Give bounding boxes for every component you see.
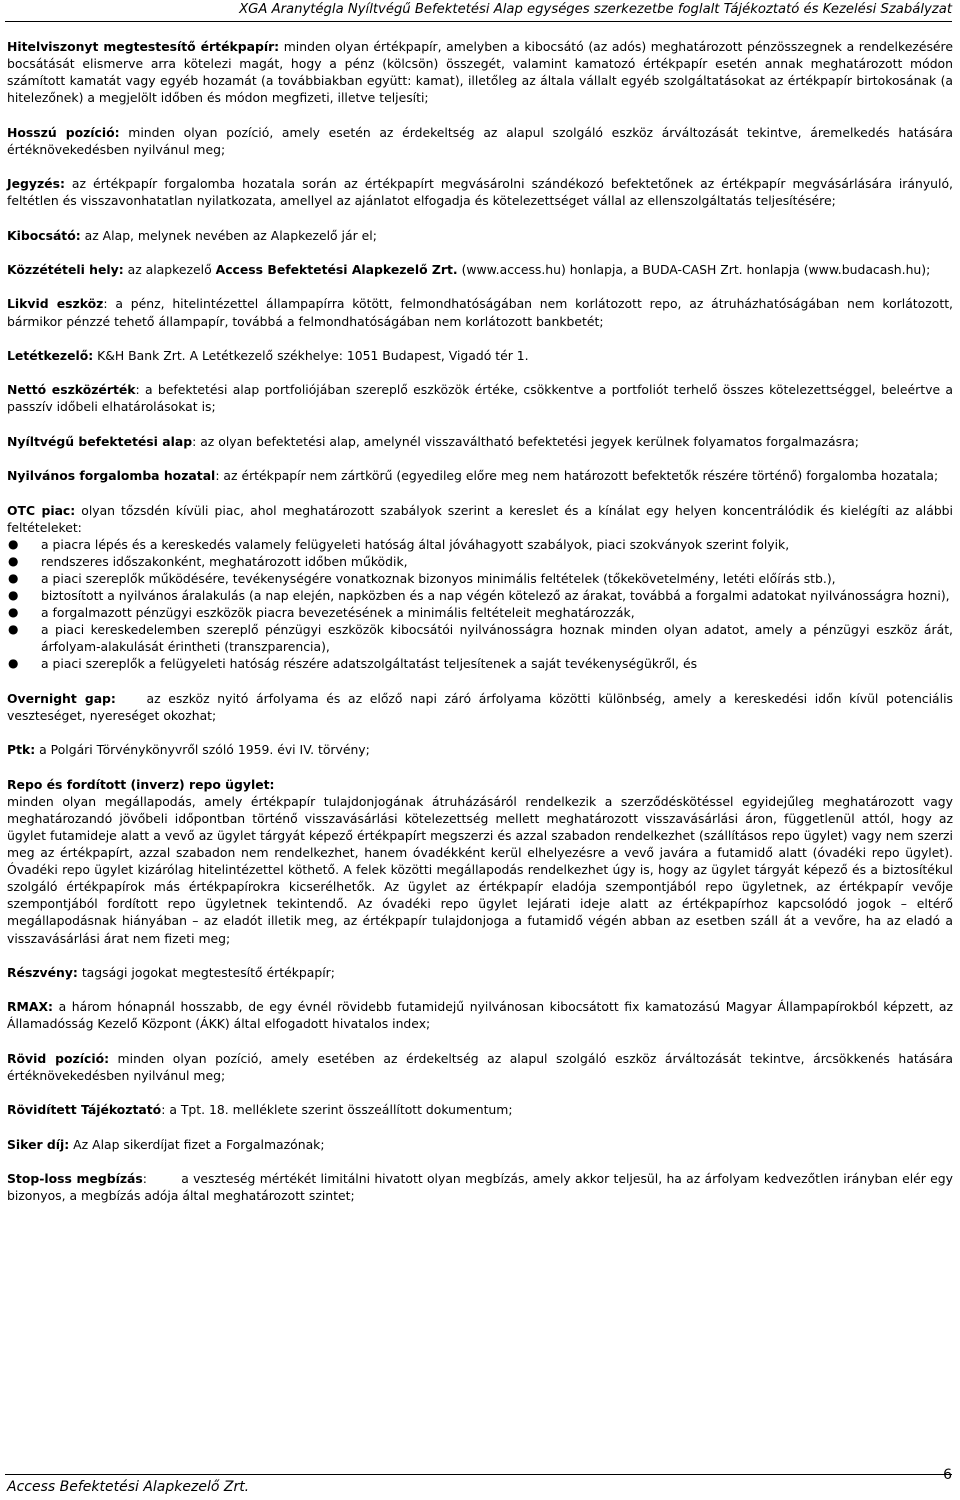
bullet-icon: ● xyxy=(8,570,19,585)
entry-text: az alapkezelő xyxy=(123,262,216,278)
list-item: ● a piacra lépés és a kereskedés valamely felügyeleti hatóság által jóváhagyott szabályok, piaci szokványok szerint folyik, xyxy=(8,536,790,552)
glossary-entry xyxy=(7,998,953,1032)
entry-term: Rövid pozíció: xyxy=(7,1050,110,1066)
footer-divider xyxy=(5,1474,952,1475)
entry-term: RMAX: xyxy=(7,999,53,1015)
entry-text: : az olyan befektetési alap, amelynél visszaváltható befektetési jegyek kerülnek folyamatos forgalmazásra; xyxy=(192,433,859,449)
entry-text: tagsági jogokat megtestesítő értékpapír; xyxy=(77,964,335,980)
entry-text: : a veszteség mértékét limitálni hivatott olyan megbízás, amely akkor teljesül, ha az árfolyam kedvezőtlen irányban elér egy bizonyos, a megbízás adója által meghatározott szintet; xyxy=(7,1171,957,1204)
bullet-icon: ● xyxy=(8,605,19,620)
glossary-entry xyxy=(7,1136,953,1153)
glossary-entry xyxy=(7,1101,953,1118)
glossary-entry xyxy=(7,1050,953,1084)
entry-text: olyan tőzsdén kívüli piac, ahol meghatározott szabályok szerint a kereslet és a kínálat egy helyen koncentrálódik és kielégíti az alábbi feltételeket: xyxy=(7,502,953,535)
entry-term: Nyíltvégű befektetési alap xyxy=(7,433,193,449)
list-item: ● rendszeres időszakonként, meghatározott időben működik, xyxy=(8,553,408,569)
glossary-entry xyxy=(7,295,953,329)
glossary-entry-repo xyxy=(7,776,953,947)
entry-term: Repo és fordított (inverz) repo ügylet: xyxy=(7,776,275,792)
glossary-content xyxy=(7,38,957,1222)
entry-term: Overnight gap: xyxy=(7,690,116,706)
glossary-entry xyxy=(7,175,953,209)
entry-term: Jegyzés: xyxy=(7,176,65,192)
list-item: ● a forgalmazott pénzügyi eszközök piacra bevezetésének a minimális feltételeit meghatározzák, xyxy=(8,605,635,621)
entry-term: Nyilvános forgalomba hozatal xyxy=(7,468,216,484)
entry-text: az Alap, melynek nevében az Alapkezelő jár el; xyxy=(80,227,377,243)
entry-text: K&H Bank Zrt. A Letétkezelő székhelye: 1051 Budapest, Vigadó tér 1. xyxy=(93,347,529,363)
entry-term: Siker díj: xyxy=(7,1136,70,1152)
entry-term: Kibocsátó: xyxy=(7,227,81,243)
entry-term: OTC piac: xyxy=(7,502,76,518)
glossary-entry xyxy=(7,964,953,981)
entry-text: minden olyan megállapodás, amely értékpapír tulajdonjogának átruházásáról rendelkezik a szerződéskötéssel egyidejűleg meghatározott vagy meghatározandó jövőbeli időpontban történő visszavásárlási kötelezettség mellett meghatározott visszavásárlási áron, függetlenül attól, hogy az ügylet futamideje alatt a vevő az ügylet tárgyát képező értékpapírt megszerzi és azzal szabadon rendelkezhet (szállításos repo ügylet) vagy nem szerzi meg az értékpapírt, azzal szabadon nem rendelkezhet, hanem óvadékként kerül elhelyezésre a vevő javára a futamidő alatt (óvadéki repo ügylet). Óvadéki repo ügylet kizárólag hitelintézettel köthető. A felek közötti megállapodás rendelkezhet úgy is, hogy az ügylet tárgyát képező és a biztosítékul szolgáló értékpapírok más értékpapírokra kicserélhetők. Az ügylet az értékpapír eladója szempontjából repo ügyletnek, az értékpapír vevője szempontjából fordított repo ügyletnek tekintendő. Az óvadéki repo ügylet lejárati ideje alatt az értékpapírhoz kapcsolódó jogok – eltérő megállapodásnak hiányában – az eladót illetik meg, az értékpapír tulajdonjoga a futamidő végén abban az esetben száll át a vevőre, ha az eladó a visszavásárlási árat nem fizeti meg; xyxy=(7,793,953,946)
entry-text: minden olyan pozíció, amely esetében az érdekeltség az alapul szolgáló eszköz árváltozását tekintve, árcsökkenés hatására értéknövekedésben nyilvánul meg; xyxy=(7,1050,953,1083)
bullet-icon: ● xyxy=(8,553,19,568)
glossary-entry xyxy=(7,690,957,724)
entry-text: (www.access.hu) honlapja, a BUDA-CASH Zrt. honlapja (www.budacash.hu); xyxy=(457,262,931,278)
entry-text: : a pénz, hitelintézettel állampapírra kötött, felmondhatóságában nem korlátozott repo, az átruházhatóságában nem korlátozott, bármikor pénzzé tehető állampapír, továbbá a felmondhatóságában nem korlátozott bankbetét; xyxy=(7,296,953,329)
glossary-entry xyxy=(7,38,953,106)
header-title: XGA Aranytégla Nyíltvégű Befektetési Alap egységes szerkezetbe foglalt Tájékoztató és Kezelési Szabályzat xyxy=(239,2,952,17)
bullet-icon: ● xyxy=(8,588,19,603)
glossary-entry xyxy=(7,227,953,244)
bullet-icon: ● xyxy=(8,536,19,551)
glossary-entry xyxy=(7,124,953,158)
bullet-icon: ● xyxy=(8,656,19,671)
otc-conditions-list xyxy=(7,536,953,673)
entry-term: Rövidített Tájékoztató xyxy=(7,1102,162,1118)
glossary-entry-otc xyxy=(7,502,953,673)
entry-term: Hitelviszonyt megtestesítő értékpapír: xyxy=(7,39,280,54)
footer-company: Access Befektetési Alapkezelő Zrt. xyxy=(7,1479,250,1495)
list-item: ● a piaci szereplők működésére, tevékenységére vonatkoznak bizonyos minimális feltételek (tőkekövetelmény, letéti előírás stb.), xyxy=(8,570,836,586)
entry-term: Likvid eszköz xyxy=(7,296,104,312)
entry-text: a három hónapnál hosszabb, de egy évnél rövidebb futamidejű nyilvánosan kibocsátott fix kamatozású Magyar Állampapírokból képzett, az Államadósság Kezelő Központ (ÁKK) által elfogadott hivatalos index; xyxy=(7,999,953,1032)
bullet-icon: ● xyxy=(8,622,19,637)
entry-text: minden olyan pozíció, amely esetén az érdekeltség az alapul szolgáló eszköz árváltozását tekintve, áremelkedés hatására értéknövekedésben nyilvánul meg; xyxy=(7,124,953,157)
page-number: 6 xyxy=(943,1467,952,1483)
glossary-entry xyxy=(7,381,953,415)
entry-text: az eszköz nyitó árfolyama és az előző napi záró árfolyama közötti különbség, amely a kereskedési időn kívül potenciális veszteséget, nyereséget okozhat; xyxy=(7,690,957,723)
entry-term: Letétkezelő: xyxy=(7,347,94,363)
entry-text: az értékpapír forgalomba hozatala során az értékpapírt megvásárolni szándékozó befektetőnek az értékpapír megvásárlására irányuló, feltétlen és visszavonhatatlan nyilatkozata, amellyel az ajánlatot elfogadja és kötelezettséget vállal az ellenszolgáltatás teljesítésére; xyxy=(7,176,953,209)
list-item: ● biztosított a nyilvános áralakulás (a nap elején, napközben és a nap végén kötelező az árakat, továbbá a forgalmi adatokat nyilvánosságra hozni), xyxy=(8,588,950,604)
glossary-entry xyxy=(7,741,953,758)
entry-text: : a befektetési alap portfoliójában szereplő eszközök értéke, csökkentve a portfoliót terhelő összes kötelezettséggel, beleértve a passzív időbeli elhatárolásokat is; xyxy=(7,382,953,415)
entry-term: Stop-loss megbízás xyxy=(7,1171,143,1187)
header-divider xyxy=(5,21,952,22)
otc-definition xyxy=(7,502,953,536)
entry-term: Nettó eszközérték xyxy=(7,382,136,398)
entry-term: Közzétételi hely: xyxy=(7,262,124,278)
entry-term: Részvény: xyxy=(7,964,78,980)
entry-term: Ptk: xyxy=(7,742,36,758)
entry-text: minden olyan értékpapír, amelyben a kibocsátó (az adós) meghatározott pénzösszegnek a rendelkezésére bocsátását elismerve arra kötelezi magát, hogy a pénz (kölcsön) összegét, valamint kamatozó értékpapír esetén annak meghatározott módon számított kamatát vagy egyéb hozamát (a továbbiakban együtt: kamat), illetőleg az általa vállalt egyéb szolgáltatásokat az értékpapír birtokosának (a hitelezőnek) a megjelölt időben és módon megfizeti, illetve teljesíti; xyxy=(7,39,953,106)
glossary-entry xyxy=(7,433,953,450)
entry-text: : a Tpt. 18. melléklete szerint összeállított dokumentum; xyxy=(161,1102,513,1118)
page-header xyxy=(0,0,952,22)
glossary-entry xyxy=(7,347,953,364)
glossary-entry xyxy=(7,467,953,484)
glossary-entry xyxy=(7,1170,957,1204)
list-item: ● a piaci kereskedelemben szereplő pénzügyi eszközök kibocsátói nyilvánosságra hoznak minden olyan adatot, amely a pénzügyi eszköz árát, árfolyam-alakulását érintheti (transzparencia), xyxy=(8,622,953,655)
list-item: ● a piaci szereplők a felügyeleti hatóság részére adatszolgáltatást teljesítenek a saját tevékenységükről, és xyxy=(8,656,698,672)
entry-text: : az értékpapír nem zártkörű (egyedileg előre meg nem határozott befektetők részére történő) forgalomba hozatala; xyxy=(215,468,939,484)
entry-text: a Polgári Törvénykönyvről szóló 1959. évi IV. törvény; xyxy=(35,742,370,758)
company-name: Access Befektetési Alapkezelő Zrt. xyxy=(215,262,458,278)
entry-text: Az Alap sikerdíjat fizet a Forgalmazónak; xyxy=(69,1136,325,1152)
entry-term: Hosszú pozíció: xyxy=(7,124,120,140)
glossary-entry xyxy=(7,261,953,278)
